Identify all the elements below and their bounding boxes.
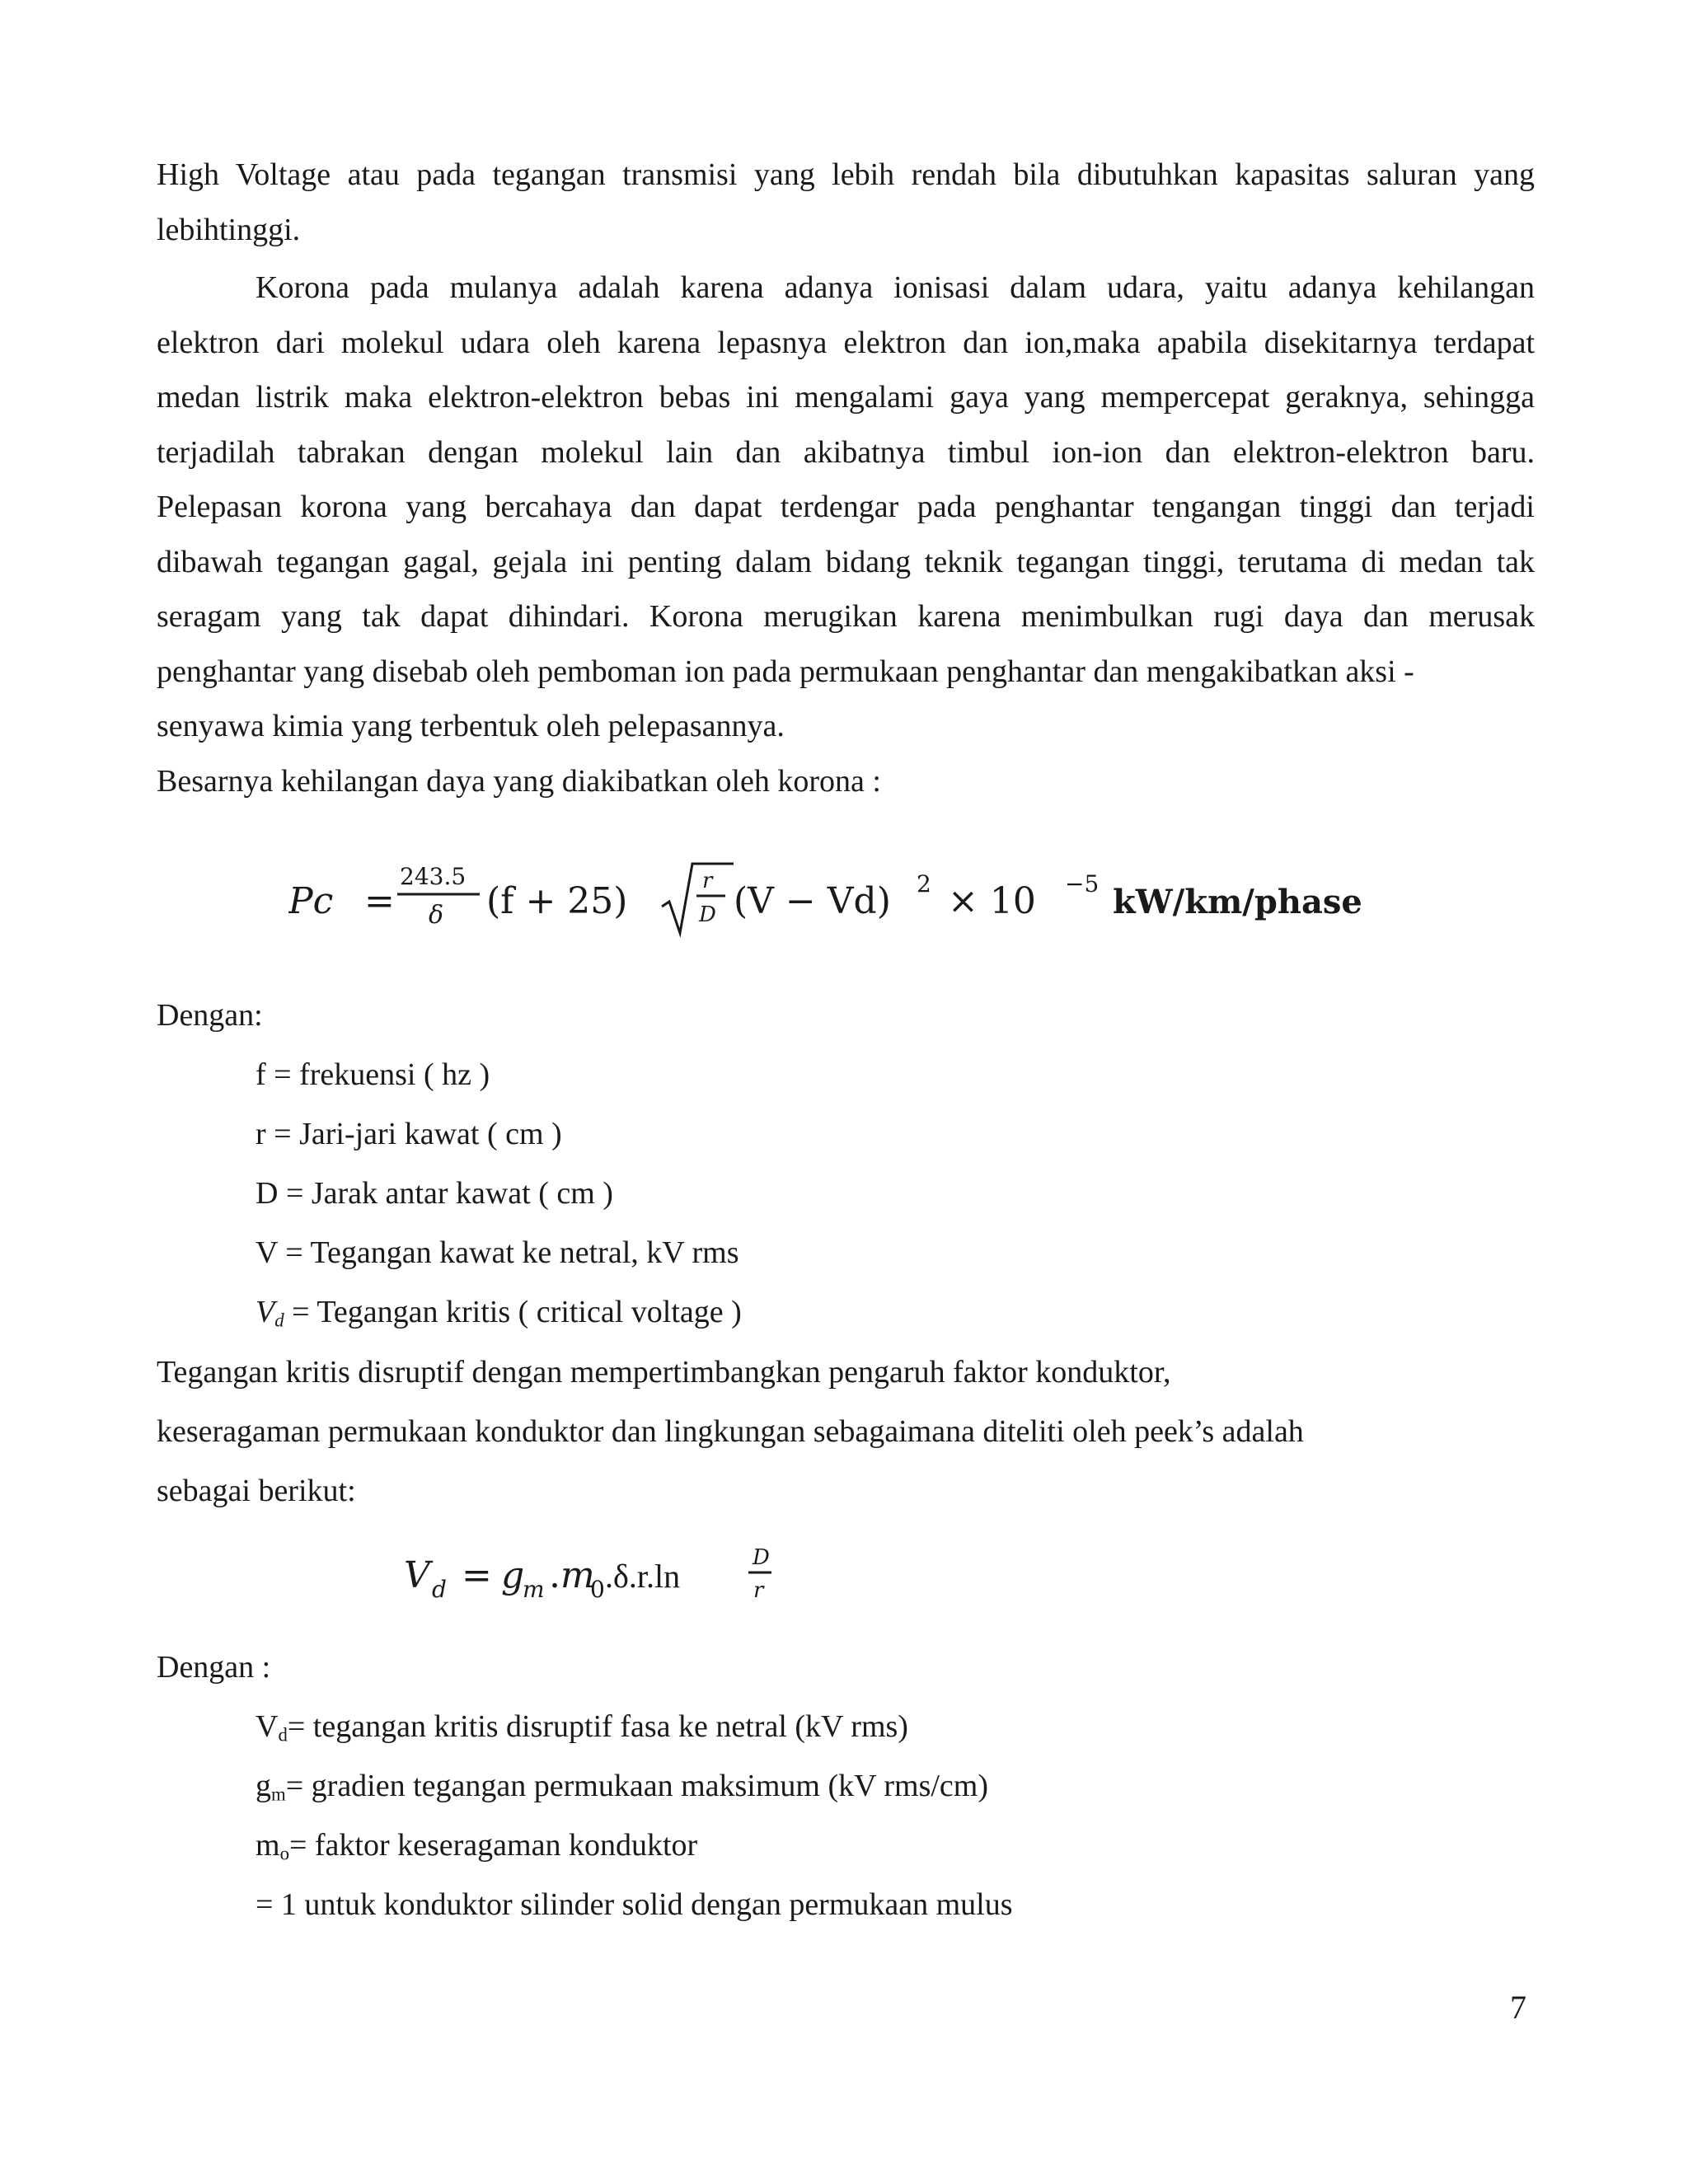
paragraph-2-line-4: terjadilah tabrakan dengan molekul lain dan akibatnya timbul ion-ion dan elektron-elektron baru. (157, 435, 1535, 470)
definition-d: D = Jarak antar kawat ( cm ) (256, 1176, 613, 1211)
eq-pc-exp: −5 (1065, 870, 1100, 898)
definition-r: r = Jari-jari kawat ( cm ) (256, 1117, 562, 1151)
eq-pc-lhs: Pc (288, 880, 334, 922)
paragraph-2-line-6: dibawah tegangan gagal, gejala ini penting dalam bidang teknik tegangan tinggi, terutama di medan tak (157, 545, 1535, 579)
definition-gm (256, 1770, 988, 1804)
eq-pc-frac-den: δ (429, 901, 444, 930)
eq-pc-sqrt-sign (662, 864, 734, 933)
peek-paragraph-line-1: Tegangan kritis disruptif dengan mempertimbangkan pengaruh faktor konduktor, (157, 1355, 1171, 1390)
peek-paragraph-line-2: keseragaman permukaan konduktor dan lingkungan sebagaimana diteliti oleh peek’s adalah (157, 1414, 1304, 1449)
eq-vd-g-sub: m (523, 1576, 545, 1603)
paragraph-3-line-1: Besarnya kehilangan daya yang diakibatkan oleh korona : (157, 764, 881, 799)
definition2-gm-text: = gradien tegangan permukaan maksimum (kV rms/cm) (285, 1769, 989, 1803)
eq-vd-m-sub: 0 (590, 1576, 605, 1603)
definition-vd-symbol: V (256, 1295, 275, 1329)
definition-vd-text: = Tegangan kritis ( critical voltage ) (284, 1295, 742, 1329)
corona-loss-equation (288, 841, 1376, 948)
eq-vd-rest: .δ.r.ln (605, 1558, 681, 1595)
eq-vd-lhs: V (404, 1554, 430, 1596)
definition-f: f = frekuensi ( hz ) (256, 1057, 490, 1092)
definition2-mo-symbol: m (256, 1828, 280, 1863)
definition2-gm-subscript: m (271, 1783, 286, 1805)
eq-pc-unit: kW/km/phase (1113, 883, 1362, 921)
definition-vd-subscript: d (274, 1310, 284, 1331)
definition-vd (256, 1296, 742, 1330)
corona-loss-equation-svg (288, 841, 1376, 948)
eq-vd-frac-den: r (753, 1578, 764, 1603)
definition2-gm-symbol: g (256, 1769, 271, 1803)
paragraph-2-line-8: penghantar yang disebab oleh pemboman ion pada permukaan penghantar dan mengakibatkan aksi - (157, 654, 1414, 689)
definition2-vd-text: = tegangan kritis disruptif fasa ke netral (kV rms) (287, 1709, 908, 1744)
critical-voltage-equation-svg (404, 1533, 799, 1624)
eq-vd-lhs-sub: d (432, 1576, 447, 1603)
eq-pc-times: × 10 (948, 880, 1036, 922)
paragraph-2-line-5: Pelepasan korona yang bercahaya dan dapat terdengar pada penghantar tengangan tinggi dan terjadi (157, 490, 1535, 524)
eq-pc-term1: (f + 25) (486, 880, 628, 922)
eq-vd-equals: = (462, 1554, 492, 1596)
eq-vd-m: m (560, 1554, 595, 1596)
eq-pc-term2: (V − Vd) (734, 880, 891, 922)
eq-pc-term2-sup: 2 (917, 870, 931, 898)
critical-voltage-equation (404, 1533, 799, 1624)
paragraph-2-line-7: seragam yang tak dapat dihindari. Korona merugikan karena menimbulkan rugi daya dan merusak (157, 599, 1535, 634)
eq-pc-equals: = (364, 880, 395, 922)
paragraph-2-line-1: Korona pada mulanya adalah karena adanya ionisasi dalam udara, yaitu adanya kehilangan (256, 270, 1535, 305)
definition2-vd-subscript: d (278, 1724, 288, 1746)
page-number: 7 (1510, 1989, 1526, 2026)
definition2-vd-symbol: V (256, 1709, 279, 1744)
paragraph-2-line-3: medan listrik maka elektron-elektron bebas ini mengalami gaya yang mempercepat geraknya, sehingga (157, 380, 1535, 415)
eq-pc-sqrt-den: D (699, 902, 716, 927)
eq-pc-frac-num: 243.5 (400, 863, 467, 890)
definition-mo-value: = 1 untuk konduktor silinder solid dengan permukaan mulus (256, 1887, 1013, 1922)
definition-mo (256, 1830, 697, 1863)
definition2-mo-text: = faktor keseragaman konduktor (288, 1828, 698, 1863)
paragraph-2-line-2: elektron dari molekul udara oleh karena lepasnya elektron dan ion,maka apabila disekitarnya terdapat (157, 326, 1535, 360)
definition-v: V = Tegangan kawat ke netral, kV rms (256, 1235, 739, 1270)
definition-vd-disruptive (256, 1711, 908, 1745)
eq-vd-frac-num: D (753, 1545, 770, 1570)
dengan-label-2: Dengan : (157, 1650, 271, 1685)
eq-pc-sqrt-num: r (702, 869, 713, 893)
eq-vd-dot: . (549, 1554, 560, 1596)
paragraph-1-line-1: High Voltage atau pada tegangan transmisi yang lebih rendah bila dibutuhkan kapasitas saluran yang (157, 157, 1535, 192)
peek-paragraph-line-3: sebagai berikut: (157, 1474, 356, 1508)
eq-vd-g: g (501, 1554, 525, 1596)
paragraph-1-line-2: lebihtinggi. (157, 213, 301, 247)
paragraph-2-line-9: senyawa kimia yang terbentuk oleh pelepasannya. (157, 709, 785, 743)
definition2-mo-subscript: o (279, 1843, 289, 1864)
dengan-label-1: Dengan: (157, 998, 263, 1033)
